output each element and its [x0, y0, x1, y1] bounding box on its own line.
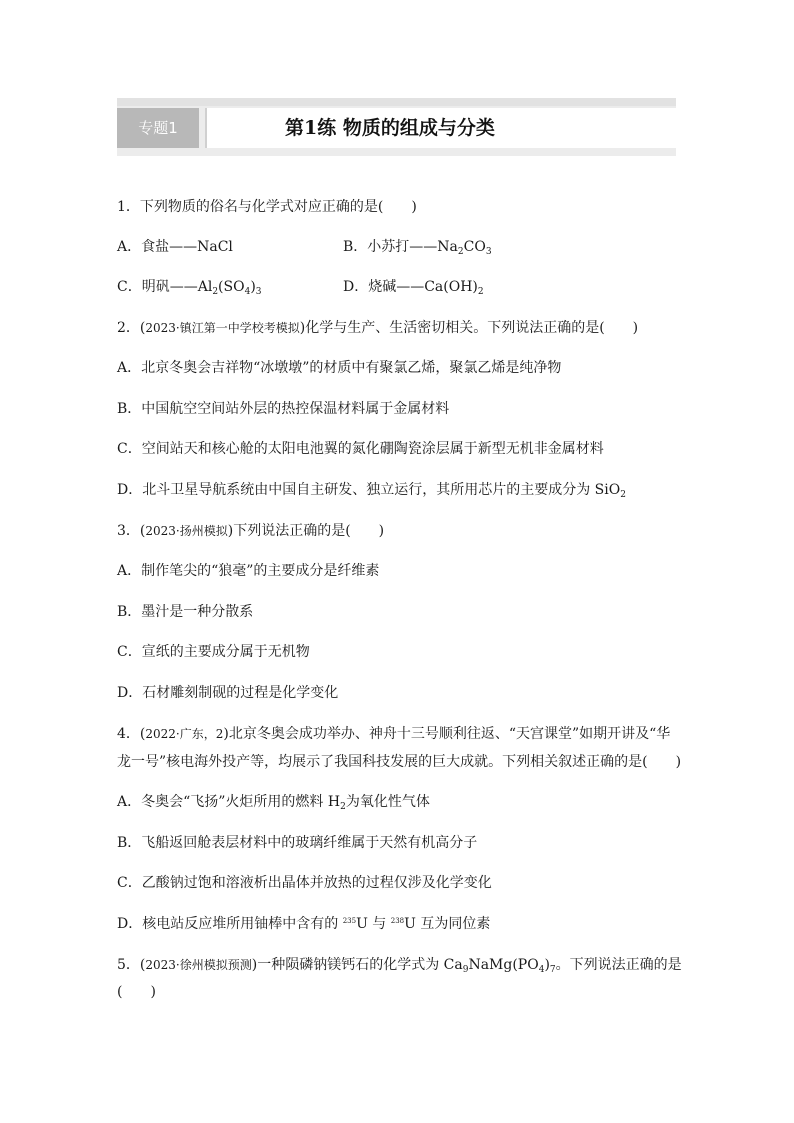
- q2-option-d: D．北斗卫星导航系统由中国自主研发、独立运行，其所用芯片的主要成分为 SiO$_2$: [117, 482, 626, 500]
- q4-stem-line2: 龙一号”核电海外投产等，均展示了我国科技发展的巨大成就。下列相关叙述正确的是( ): [117, 754, 682, 770]
- q1-option-d: D．烧碱$——Ca(OH)_2$: [343, 279, 484, 297]
- q4-option-c: C．乙酸钠过饱和溶液析出晶体并放热的过程仅涉及化学变化: [117, 875, 492, 891]
- q5-stem: 5．(2023·徐州模拟预测)一种陨磷钠镁钙石的化学式为 $Ca_9NaMg(PO_4)_7$。下列说法正确的是: [117, 957, 682, 975]
- q2-stem: 2．(2023·镇江第一中学校考模拟)化学与生产、生活密切相关。下列说法正确的是( ): [117, 320, 639, 336]
- q3-option-c: C．宣纸的主要成分属于无机物: [117, 644, 310, 660]
- q4-source: 2022·广东，2: [145, 727, 224, 741]
- q3-stem: 3．(2023·扬州模拟)下列说法正确的是( ): [117, 523, 385, 539]
- q2-option-a: A．北京冬奥会吉祥物“冰墩墩”的材质中有聚氯乙烯，聚氯乙烯是纯净物: [117, 360, 562, 376]
- q2-option-b: B．中国航空空间站外层的热控保温材料属于金属材料: [117, 401, 450, 417]
- page-title: 第1练 物质的组成与分类: [285, 117, 495, 139]
- q4-stem: 4．(2022·广东，2)北京冬奥会成功举办、神舟十三号顺利往返、“天宫课堂”如期开讲及“华: [117, 726, 671, 742]
- q3-option-b: B．墨汁是一种分散系: [117, 604, 254, 620]
- header-stripe: [117, 98, 676, 106]
- q5-stem-line2: ( ): [117, 984, 156, 1000]
- q3-source: 2023·扬州模拟: [145, 524, 228, 538]
- q1-option-a: A．食盐——NaCl: [117, 239, 233, 255]
- q4-option-a: A．冬奥会“飞扬”火炬所用的燃料 $H_2$为氧化性气体: [117, 794, 430, 812]
- q3-option-d: D．石材雕刻制砚的过程是化学变化: [117, 685, 339, 701]
- topic-tag: 专题1: [117, 108, 199, 148]
- q2-option-c: C．空间站天和核心舱的太阳电池翼的氮化硼陶瓷涂层属于新型无机非金属材料: [117, 441, 604, 457]
- q4-option-b: B．飞船返回舱表层材料中的玻璃纤维属于天然有机高分子: [117, 835, 478, 851]
- q1-stem: 1．下列物质的俗名与化学式对应正确的是( ): [117, 199, 417, 215]
- q3-option-a: A．制作笔尖的“狼毫”的主要成分是纤维素: [117, 563, 380, 579]
- q2-source: 2023·镇江第一中学校考模拟: [145, 321, 300, 335]
- q4-option-d: D．核电站反应堆所用铀棒中含有的 $^{235}$U 与 $^{238}$U 互为同位素: [117, 916, 491, 932]
- q1-option-b: B．小苏打$——Na_2CO_3$: [343, 239, 492, 257]
- q1-option-c: C．明矾$——Al_2(SO_4)_3$: [117, 279, 262, 297]
- q5-source: 2023·徐州模拟预测: [145, 958, 252, 972]
